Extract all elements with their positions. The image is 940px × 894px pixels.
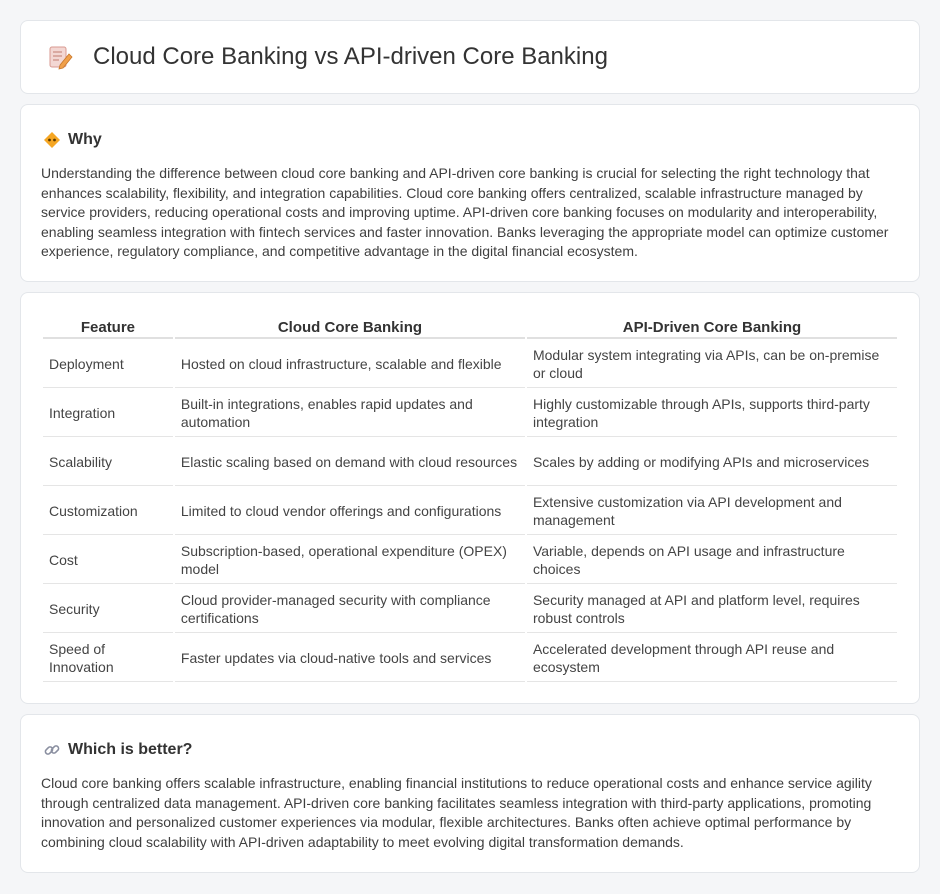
table-row: [43, 439, 897, 486]
table-row: [43, 635, 897, 682]
feature-cell: Security: [43, 586, 173, 633]
cloud-cell: Faster updates via cloud-native tools and services: [175, 635, 525, 682]
diamond-warning-icon: [43, 131, 61, 149]
header-cloud: Cloud Core Banking: [175, 315, 525, 339]
better-paragraph: Cloud core banking offers scalable infrastructure, enabling financial institutions to reduce operational costs and enhance service agility through centralized data management. API-driven core banking facilitates seamless integration with third-party applications, promoting innovation and personalized customer experiences via modular, flexible architectures. Banks often achieve optimal performance by combining cloud scalability with API-driven adaptability to meet evolving digital transformation demands.: [41, 775, 872, 850]
cloud-cell: Elastic scaling based on demand with cloud resources: [175, 439, 525, 486]
cloud-cell: Hosted on cloud infrastructure, scalable and flexible: [175, 341, 525, 388]
better-heading: Which is better?: [68, 741, 193, 758]
api-cell: Security managed at API and platform level, requires robust controls: [527, 586, 897, 633]
table-row: [43, 390, 897, 437]
header-api: API-Driven Core Banking: [527, 315, 897, 339]
api-cell: Accelerated development through API reuse and ecosystem: [527, 635, 897, 682]
api-cell: Extensive customization via API development and management: [527, 488, 897, 535]
table-row: [43, 537, 897, 584]
table-header-row: [43, 315, 897, 339]
feature-cell: Deployment: [43, 341, 173, 388]
comparison-table-card: [20, 292, 920, 704]
cloud-cell: Built-in integrations, enables rapid updates and automation: [175, 390, 525, 437]
api-cell: Variable, depends on API usage and infrastructure choices: [527, 537, 897, 584]
table-row: [43, 341, 897, 388]
comparison-table: [41, 313, 899, 684]
table-row: [43, 586, 897, 633]
header-feature: Feature: [43, 315, 173, 339]
feature-cell: Customization: [43, 488, 173, 535]
api-cell: Highly customizable through APIs, supports third-party integration: [527, 390, 897, 437]
which-is-better-section: [20, 714, 920, 873]
why-paragraph: Understanding the difference between cloud core banking and API-driven core banking is crucial for selecting the right technology that enhances scalability, flexibility, and integration capabilities. Cloud core banking offers centralized, scalable infrastructure managed by service providers, reducing operational costs and improving uptime. API-driven core banking focuses on modularity and interoperability, enabling seamless integration with fintech services and faster innovation. Banks leveraging the appropriate model can optimize customer experience, regulatory compliance, and competitive advantage in the digital financial ecosystem.: [41, 165, 889, 260]
cloud-cell: Limited to cloud vendor offerings and configurations: [175, 488, 525, 535]
link-icon: [43, 741, 61, 759]
cloud-cell: Cloud provider-managed security with compliance certifications: [175, 586, 525, 633]
why-heading: Why: [68, 131, 102, 148]
page-title: Cloud Core Banking vs API-driven Core Banking: [93, 43, 608, 70]
title-card: [20, 20, 920, 94]
feature-cell: Integration: [43, 390, 173, 437]
feature-cell: Scalability: [43, 439, 173, 486]
document-pencil-icon: [47, 44, 73, 70]
feature-cell: Cost: [43, 537, 173, 584]
api-cell: Modular system integrating via APIs, can be on-premise or cloud: [527, 341, 897, 388]
why-section: [20, 104, 920, 282]
table-row: [43, 488, 897, 535]
cloud-cell: Subscription-based, operational expenditure (OPEX) model: [175, 537, 525, 584]
api-cell: Scales by adding or modifying APIs and microservices: [527, 439, 897, 486]
feature-cell: Speed of Innovation: [43, 635, 173, 682]
